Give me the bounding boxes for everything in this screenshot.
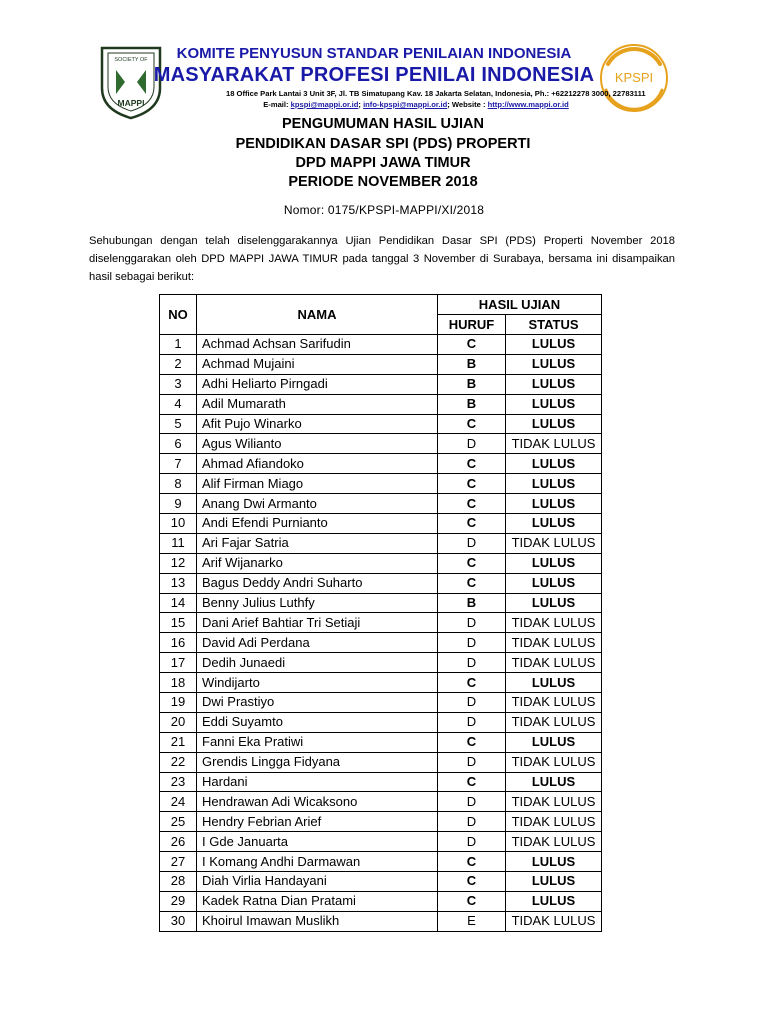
row-huruf: D (438, 653, 506, 673)
table-row (160, 852, 602, 872)
row-nama: Hendrawan Adi Wicaksono (197, 792, 438, 812)
row-huruf: C (438, 573, 506, 593)
row-nama: Fanni Eka Pratiwi (197, 732, 438, 752)
row-no: 1 (160, 335, 197, 355)
row-nama: Khoirul Imawan Muslikh (197, 911, 438, 931)
header-status: STATUS (506, 315, 602, 335)
table-row (160, 712, 602, 732)
row-huruf: D (438, 533, 506, 553)
row-huruf: C (438, 872, 506, 892)
website-label: Website : (451, 100, 486, 109)
row-no: 2 (160, 354, 197, 374)
period-title: PERIODE NOVEMBER 2018 (288, 174, 478, 190)
row-huruf: C (438, 852, 506, 872)
row-huruf: D (438, 752, 506, 772)
row-nama: Adhi Heliarto Pirngadi (197, 374, 438, 394)
row-nama: Anang Dwi Armanto (197, 494, 438, 514)
row-status: LULUS (506, 732, 602, 752)
row-huruf: C (438, 414, 506, 434)
org-name-line1: KOMITE PENYUSUN STANDAR PENILAIAN INDONESIA (176, 45, 572, 62)
row-nama: Ahmad Afiandoko (197, 454, 438, 474)
row-huruf: D (438, 792, 506, 812)
header-no: NO (160, 295, 197, 335)
row-huruf: D (438, 712, 506, 732)
row-huruf: E (438, 911, 506, 931)
results-table (159, 294, 602, 932)
table-row (160, 911, 602, 931)
row-huruf: C (438, 553, 506, 573)
row-no: 28 (160, 872, 197, 892)
row-huruf: C (438, 474, 506, 494)
row-status: TIDAK LULUS (506, 911, 602, 931)
row-status: TIDAK LULUS (506, 653, 602, 673)
mappi-ring-text: SOCIETY OF (114, 57, 148, 63)
email-link-1[interactable]: kpspi@mappi.or.id (290, 100, 359, 109)
row-status: LULUS (506, 872, 602, 892)
table-row (160, 732, 602, 752)
row-no: 25 (160, 812, 197, 832)
row-no: 9 (160, 494, 197, 514)
table-row (160, 693, 602, 713)
row-nama: Ari Fajar Satria (197, 533, 438, 553)
row-status: LULUS (506, 414, 602, 434)
row-nama: Hendry Febrian Arief (197, 812, 438, 832)
row-nama: Alif Firman Miago (197, 474, 438, 494)
row-no: 5 (160, 414, 197, 434)
row-no: 3 (160, 374, 197, 394)
row-no: 26 (160, 832, 197, 852)
row-huruf: B (438, 394, 506, 414)
row-nama: Dwi Prastiyo (197, 693, 438, 713)
row-nama: Windijarto (197, 673, 438, 693)
row-no: 13 (160, 573, 197, 593)
table-row (160, 394, 602, 414)
row-nama: Eddi Suyamto (197, 712, 438, 732)
row-status: LULUS (506, 354, 602, 374)
row-no: 29 (160, 891, 197, 911)
row-status: LULUS (506, 553, 602, 573)
row-status: TIDAK LULUS (506, 533, 602, 553)
row-huruf: D (438, 434, 506, 454)
row-huruf: C (438, 454, 506, 474)
row-status: TIDAK LULUS (506, 712, 602, 732)
table-row (160, 474, 602, 494)
row-status: LULUS (506, 772, 602, 792)
row-nama: Achmad Mujaini (197, 354, 438, 374)
table-row (160, 673, 602, 693)
row-nama: Benny Julius Luthfy (197, 593, 438, 613)
row-status: LULUS (506, 514, 602, 534)
mappi-logo-text: MAPPI (117, 98, 145, 108)
row-huruf: D (438, 633, 506, 653)
table-row (160, 533, 602, 553)
row-no: 6 (160, 434, 197, 454)
row-no: 18 (160, 673, 197, 693)
row-status: LULUS (506, 474, 602, 494)
row-nama: Dani Arief Bahtiar Tri Setiaji (197, 613, 438, 633)
row-nama: Diah Virlia Handayani (197, 872, 438, 892)
results-body (160, 335, 602, 932)
row-no: 17 (160, 653, 197, 673)
row-no: 19 (160, 693, 197, 713)
row-huruf: C (438, 891, 506, 911)
row-huruf: B (438, 374, 506, 394)
org-name-line2: MASYARAKAT PROFESI PENILAI INDONESIA (153, 64, 595, 86)
row-huruf: D (438, 812, 506, 832)
row-huruf: D (438, 832, 506, 852)
row-no: 14 (160, 593, 197, 613)
row-huruf: C (438, 772, 506, 792)
row-huruf: C (438, 673, 506, 693)
row-status: LULUS (506, 673, 602, 693)
contact-line: E-mail: kpspi@mappi.or.id; info-kpspi@mappi.or.id; Website : http://www.mappi.or.id (263, 100, 569, 109)
table-row (160, 335, 602, 355)
table-row (160, 832, 602, 852)
row-status: LULUS (506, 852, 602, 872)
email-label: E-mail: (263, 100, 289, 109)
table-row (160, 553, 602, 573)
table-row (160, 772, 602, 792)
region-title: DPD MAPPI JAWA TIMUR (295, 155, 471, 171)
row-no: 10 (160, 514, 197, 534)
table-row (160, 494, 602, 514)
table-row (160, 812, 602, 832)
row-huruf: C (438, 494, 506, 514)
header-hasil-ujian: HASIL UJIAN (438, 295, 602, 315)
table-row (160, 593, 602, 613)
website-link[interactable]: http://www.mappi.or.id (487, 100, 569, 109)
row-nama: Hardani (197, 772, 438, 792)
row-status: TIDAK LULUS (506, 693, 602, 713)
row-status: TIDAK LULUS (506, 812, 602, 832)
row-nama: Bagus Deddy Andri Suharto (197, 573, 438, 593)
row-status: LULUS (506, 494, 602, 514)
announcement-title: PENGUMUMAN HASIL UJIAN (282, 116, 484, 132)
row-status: LULUS (506, 374, 602, 394)
row-no: 7 (160, 454, 197, 474)
header-nama: NAMA (197, 295, 438, 335)
row-nama: Afit Pujo Winarko (197, 414, 438, 434)
row-huruf: C (438, 732, 506, 752)
row-no: 30 (160, 911, 197, 931)
reference-number: Nomor: 0175/KPSPI-MAPPI/XI/2018 (283, 203, 485, 217)
row-no: 8 (160, 474, 197, 494)
row-huruf: B (438, 593, 506, 613)
row-status: TIDAK LULUS (506, 633, 602, 653)
row-no: 24 (160, 792, 197, 812)
table-row (160, 414, 602, 434)
email-link-2[interactable]: info-kpspi@mappi.or.id (363, 100, 448, 109)
row-huruf: C (438, 514, 506, 534)
table-row (160, 872, 602, 892)
table-row (160, 434, 602, 454)
row-no: 12 (160, 553, 197, 573)
row-nama: I Gde Januarta (197, 832, 438, 852)
table-row (160, 514, 602, 534)
row-status: LULUS (506, 573, 602, 593)
row-status: LULUS (506, 593, 602, 613)
table-row (160, 354, 602, 374)
row-status: LULUS (506, 891, 602, 911)
row-nama: Agus Wilianto (197, 434, 438, 454)
row-nama: I Komang Andhi Darmawan (197, 852, 438, 872)
row-status: TIDAK LULUS (506, 832, 602, 852)
row-status: LULUS (506, 454, 602, 474)
row-status: TIDAK LULUS (506, 434, 602, 454)
table-row (160, 752, 602, 772)
row-no: 20 (160, 712, 197, 732)
table-row (160, 633, 602, 653)
intro-paragraph: Sehubungan dengan telah diselenggarakannya Ujian Pendidikan Dasar SPI (PDS) Properti November 2018 diselenggarakan oleh DPD MAPPI JAWA TIMUR pada tanggal 3 November di Surabaya, bersama ini disampaikan hasil sebagai berikut: (89, 235, 675, 283)
row-nama: Achmad Achsan Sarifudin (197, 335, 438, 355)
row-no: 23 (160, 772, 197, 792)
row-status: TIDAK LULUS (506, 792, 602, 812)
row-no: 21 (160, 732, 197, 752)
row-nama: Adil Mumarath (197, 394, 438, 414)
row-nama: Kadek Ratna Dian Pratami (197, 891, 438, 911)
row-nama: Andi Efendi Purnianto (197, 514, 438, 534)
table-row (160, 454, 602, 474)
row-no: 27 (160, 852, 197, 872)
row-status: TIDAK LULUS (506, 752, 602, 772)
row-status: LULUS (506, 335, 602, 355)
table-row (160, 891, 602, 911)
table-row (160, 374, 602, 394)
row-no: 15 (160, 613, 197, 633)
row-huruf: C (438, 335, 506, 355)
row-status: TIDAK LULUS (506, 613, 602, 633)
kpspi-logo-text: KPSPI (614, 70, 654, 85)
row-huruf: D (438, 693, 506, 713)
table-row (160, 573, 602, 593)
table-row (160, 653, 602, 673)
row-no: 11 (160, 533, 197, 553)
row-nama: David Adi Perdana (197, 633, 438, 653)
exam-title: PENDIDIKAN DASAR SPI (PDS) PROPERTI (235, 136, 531, 152)
address-line: 18 Office Park Lantai 3 Unit 3F, Jl. TB Simatupang Kav. 18 Jakarta Selatan, Indonesia, Ph.: +62212278 3000, 22783111 (226, 89, 646, 98)
row-nama: Arif Wijanarko (197, 553, 438, 573)
row-no: 22 (160, 752, 197, 772)
row-huruf: D (438, 613, 506, 633)
row-no: 16 (160, 633, 197, 653)
header-huruf: HURUF (438, 315, 506, 335)
row-status: LULUS (506, 394, 602, 414)
row-huruf: B (438, 354, 506, 374)
row-no: 4 (160, 394, 197, 414)
table-row (160, 792, 602, 812)
row-nama: Grendis Lingga Fidyana (197, 752, 438, 772)
table-row (160, 613, 602, 633)
row-nama: Dedih Junaedi (197, 653, 438, 673)
